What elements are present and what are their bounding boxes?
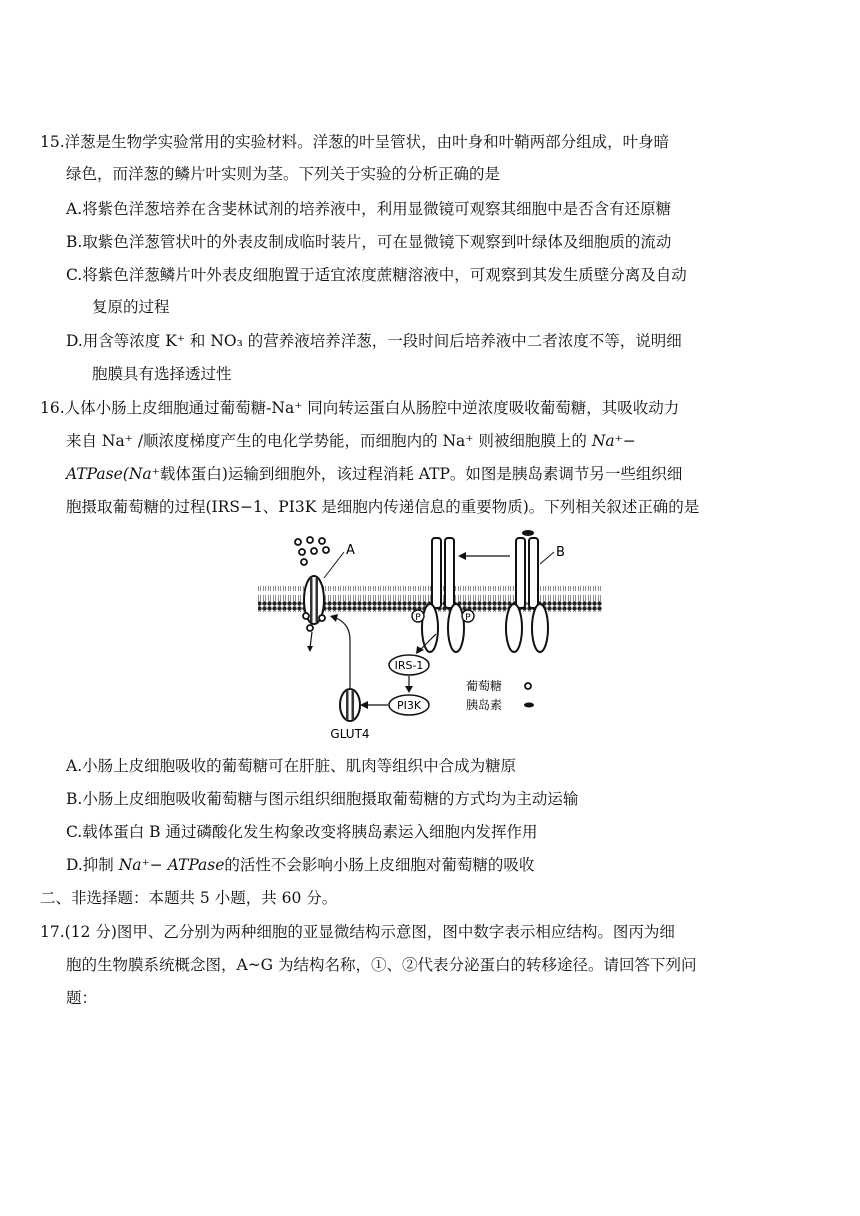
q16-stem-line-3-text: 载体蛋白)运输到细胞外，该过程消耗 ATP。如图是胰岛素调节另一些组织细 [159,465,683,483]
q16-stem-line-1: 16.人体小肠上皮细胞通过葡萄糖-Na⁺ 同向转运蛋白从肠腔中逆浓度吸收葡萄糖，其吸收动力 [40,399,680,417]
q16-option-b: B.小肠上皮细胞吸收葡萄糖与图示组织细胞摄取葡萄糖的方式均为主动运输 [66,790,579,808]
phosphate-left-label: P [415,613,421,623]
q17-stem-line-1: 17.(12 分)图甲、乙分别为两种细胞的亚显微结构示意图，图中数字表示相应结构。图丙为细 [40,923,675,941]
q15-stem-line-2: 绿色，而洋葱的鳞片叶实则为茎。下列关于实验的分析正确的是 [66,165,501,183]
legend-insulin-symbol [524,703,534,708]
glucose-molecules-outside [295,537,329,565]
q16-option-d-formula: Na⁺− ATPase [118,856,225,874]
q16-option-d [66,854,534,876]
legend-glucose-label: 葡萄糖 [466,679,503,693]
q16-option-d-text: 的活性不会影响小肠上皮细胞对葡萄糖的吸收 [224,856,535,874]
insulin-glut4-figure [252,528,612,744]
label-b-pointer [540,552,554,564]
legend-insulin-label: 胰岛素 [466,698,503,712]
label-a: A [346,543,355,558]
q15-option-b: B.取紫色洋葱管状叶的外表皮制成临时装片，可在显微镜下观察到叶绿体及细胞质的流动 [66,233,672,251]
q16-stem-formula-2: ATPase(Na⁺ [66,465,160,483]
q15-stem-line-1: 15.洋葱是生物学实验常用的实验材料。洋葱的叶呈管状，由叶身和叶鞘两部分组成，叶身暗 [40,133,670,151]
irs1-label: IRS-1 [394,659,424,672]
q16-stem-line-4: 胞摄取葡萄糖的过程(IRS−1、PI3K 是细胞内传递信息的重要物质)。下列相关叙述正确的是 [66,498,700,516]
q15-option-a: A.将紫色洋葱培养在含斐林试剂的培养液中，利用显微镜可观察其细胞中是否含有还原糖 [66,200,672,218]
q15-option-d-line-2: 胞膜具有选择透过性 [92,365,232,383]
pi3k-to-glut4-arrowhead [360,701,368,709]
q16-stem-formula-1: Na⁺− [591,432,636,450]
irs1-to-pi3k-arrowhead [405,686,413,693]
glut4-vesicle [340,689,360,721]
pi3k-label: PI3K [396,699,422,712]
glut4-translocation-arrowhead [330,614,338,622]
q15-option-c-line-2: 复原的过程 [92,298,170,316]
glucose-inflow-arrowhead [307,646,313,652]
phosphate-right-label: P [465,613,471,623]
q16-option-a: A.小肠上皮细胞吸收的葡萄糖可在肝脏、肌肉等组织中合成为糖原 [66,757,517,775]
glucose-inflow-arrow [310,632,312,648]
label-b: B [556,545,565,560]
glut4-translocation-arrow [336,618,350,688]
q16-stem-line-2-text: 来自 Na⁺ /顺浓度梯度产生的电化学势能，而细胞内的 Na⁺ 则被细胞膜上的 [66,432,592,450]
label-a-pointer [324,552,344,578]
section-2-heading: 二、非选择题：本题共 5 小题，共 60 分。 [40,889,338,907]
q15-option-c-line-1: C.将紫色洋葱鳞片叶外表皮细胞置于适宜浓度蔗糖溶液中，可观察到其发生质壁分离及自动 [66,266,687,284]
q16-option-c: C.载体蛋白 B 通过磷酸化发生构象改变将胰岛素运入细胞内发挥作用 [66,823,538,841]
q17-stem-line-2: 胞的生物膜系统概念图，A~G 为结构名称，①、②代表分泌蛋白的转移途径。请回答下列问 [66,956,697,974]
legend-glucose-symbol [525,683,531,689]
q17-stem-line-3: 题： [66,989,98,1007]
q16-stem-line-3 [66,463,682,485]
glut4-label: GLUT4 [330,727,370,741]
receptor-activation-arrowhead [458,552,466,560]
q16-option-d-prefix: D.抑制 [66,856,119,874]
insulin-molecule [522,530,534,536]
q15-option-d-line-1: D.用含等浓度 K⁺ 和 NO₃ 的营养液培养洋葱，一段时间后培养液中二者浓度不等，说明细 [66,332,682,350]
q16-stem-line-2 [66,430,636,452]
